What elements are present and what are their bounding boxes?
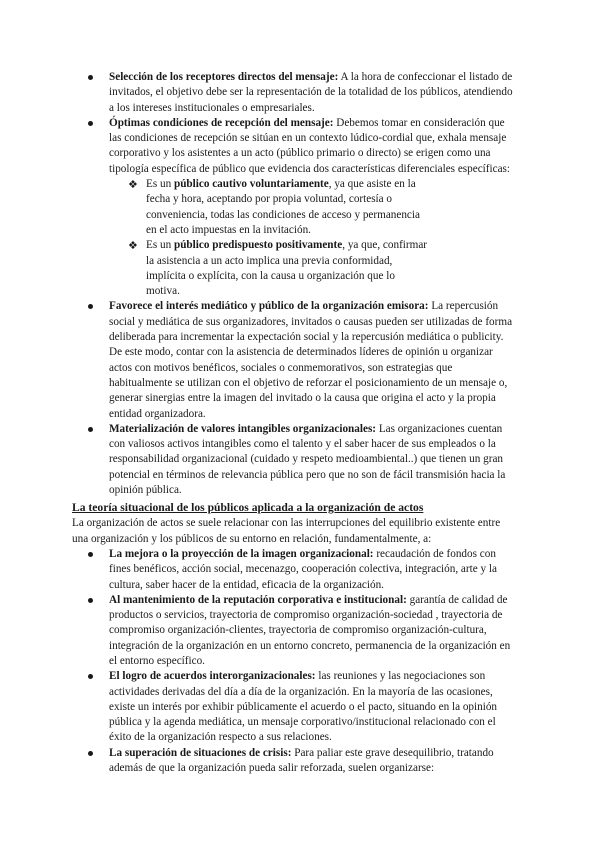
diamond-bullet-icon: ❖ — [128, 178, 138, 192]
bullet-icon — [88, 598, 93, 603]
section-intro: La organización de actos se suele relacionar con las interrupciones del equilibrio existente entre una organización y los públicos de su entorno en relación, fundamentalmente, a: — [72, 517, 501, 545]
item-heading: Selección de los receptores directos del mensaje: — [109, 71, 339, 83]
item-text: La repercusión social y mediática de sus organizadores, invitados o causas pueden ser utilizadas de forma deliberada para incrementar la expectación social y la repercusión mediática o publicity. De este modo, contar con la asistencia de determinados líderes de opinión u organizar actos con motivos benéficos, sociales o conmemorativos, son estrategias que habitualmente se utilizan con el objetivo de reforzar el posicionamiento de un mensaje o, generar sinergias entre la imagen del invitado o la causa que origina el acto y la propia entidad organizadora. — [109, 300, 513, 420]
list-item — [0, 547, 600, 593]
bullet-icon — [88, 75, 93, 80]
list-item — [0, 422, 600, 498]
bullet-icon — [88, 674, 93, 679]
item-text: las reuniones y las negociaciones son actividades derivadas del día a día de la organización. En la mayoría de las ocasiones, existe un interés por exhibir públicamente el acuerdo o el pacto, situando en la opinión pública y la agenda mediática, un mensaje corporativo/institucional relacionado con el éxito de la organización respecto a sus relaciones. — [109, 670, 498, 744]
bullet-icon — [88, 552, 93, 557]
item-heading: Al mantenimiento de la reputación corporativa e institucional: — [109, 593, 407, 606]
sub-list-item — [0, 177, 514, 238]
bullet-icon — [88, 121, 93, 126]
item-text: garantía de calidad de productos o servicios, trayectoria de compromiso organización-sociedad , trayectoria de compromiso organización-clientes, trayectoria de compromiso organización-cultura, integración de la organización en un entorno concreto, permanencia de la organización en el entorno específico. — [109, 593, 511, 667]
diamond-bullet-icon: ❖ — [128, 239, 138, 253]
bullet-icon — [88, 427, 93, 432]
sub-item-text: , ya que, confirmar la asistencia a un acto implica una previa conformidad, implícita o explícita, con la causa u organización que lo motiva. — [146, 239, 428, 298]
item-heading: La mejora o la proyección de la imagen organizacional: — [109, 547, 374, 560]
bullet-icon — [88, 304, 93, 309]
sub-item-heading: público predispuesto positivamente — [173, 239, 343, 252]
item-heading: Óptimas condiciones de recepción del mensaje: — [109, 116, 334, 129]
sub-list-item — [0, 238, 514, 299]
item-heading: El logro de acuerdos interorganizacionales: — [109, 670, 316, 683]
list-item — [0, 746, 600, 777]
item-text: recaudación de fondos con fines benéficos, acción social, mecenazgo, cooperación colectiva, integración, arte y la cultura, saber hacer de la entidad, eficacia de la organización. — [109, 547, 497, 591]
list-item — [0, 299, 600, 421]
sub-bullet-list — [109, 177, 514, 299]
item-heading: Materialización de valores intangibles organizacionales: — [109, 422, 377, 435]
item-text: Las organizaciones cuentan con valiosos activos intangibles como el talento y el saber hacer de sus empleados o la responsabilidad organizacional (cuidado y respeto medioambiental..) que tienen un gran potencial en términos de relevancia pública pero que no son de fácil transmisión hacia la opinión pública. — [109, 422, 506, 497]
sub-item-prefix: Es un — [146, 239, 174, 252]
item-text: Para paliar este grave desequilibrio, tratando además de que la organización pueda salir reforzada, suelen organizarse: — [109, 746, 494, 775]
list-item — [0, 669, 600, 745]
bullet-list-top — [0, 70, 600, 498]
item-heading: La superación de situaciones de crisis: — [109, 746, 292, 759]
bullet-icon — [88, 751, 93, 756]
list-item — [0, 593, 600, 669]
sub-item-text: , ya que asiste en la fecha y hora, aceptando por propia voluntad, cortesía o conveniencia, todas las condiciones de acceso y permanencia en el acto impuestas en la invitación. — [146, 178, 420, 236]
item-heading: Favorece el interés mediático y público de la organización emisora: — [109, 300, 429, 313]
section-title: La teoría situacional de los públicos aplicada a la organización de actos — [72, 501, 424, 515]
sub-item-prefix: Es un — [146, 178, 174, 191]
item-text: A la hora de confeccionar el listado de invitados, el objetivo debe ser la representación de la totalidad de los públicos, atendiendo a los intereses institucionales o empresariales. — [109, 71, 513, 114]
bullet-list-bottom — [0, 547, 600, 776]
list-item — [0, 70, 600, 116]
sub-item-heading: público cautivo voluntariamente — [173, 178, 329, 191]
item-text: Debemos tomar en consideración que las condiciones de recepción se sitúan en un contexto lúdico-cordial que, exhala mensaje corporativo y los asistentes a un acto (público primario o directo) se erigen como una tipología específica de público que evidencia dos características diferenciales específicas: — [109, 116, 511, 175]
list-item — [0, 116, 600, 300]
